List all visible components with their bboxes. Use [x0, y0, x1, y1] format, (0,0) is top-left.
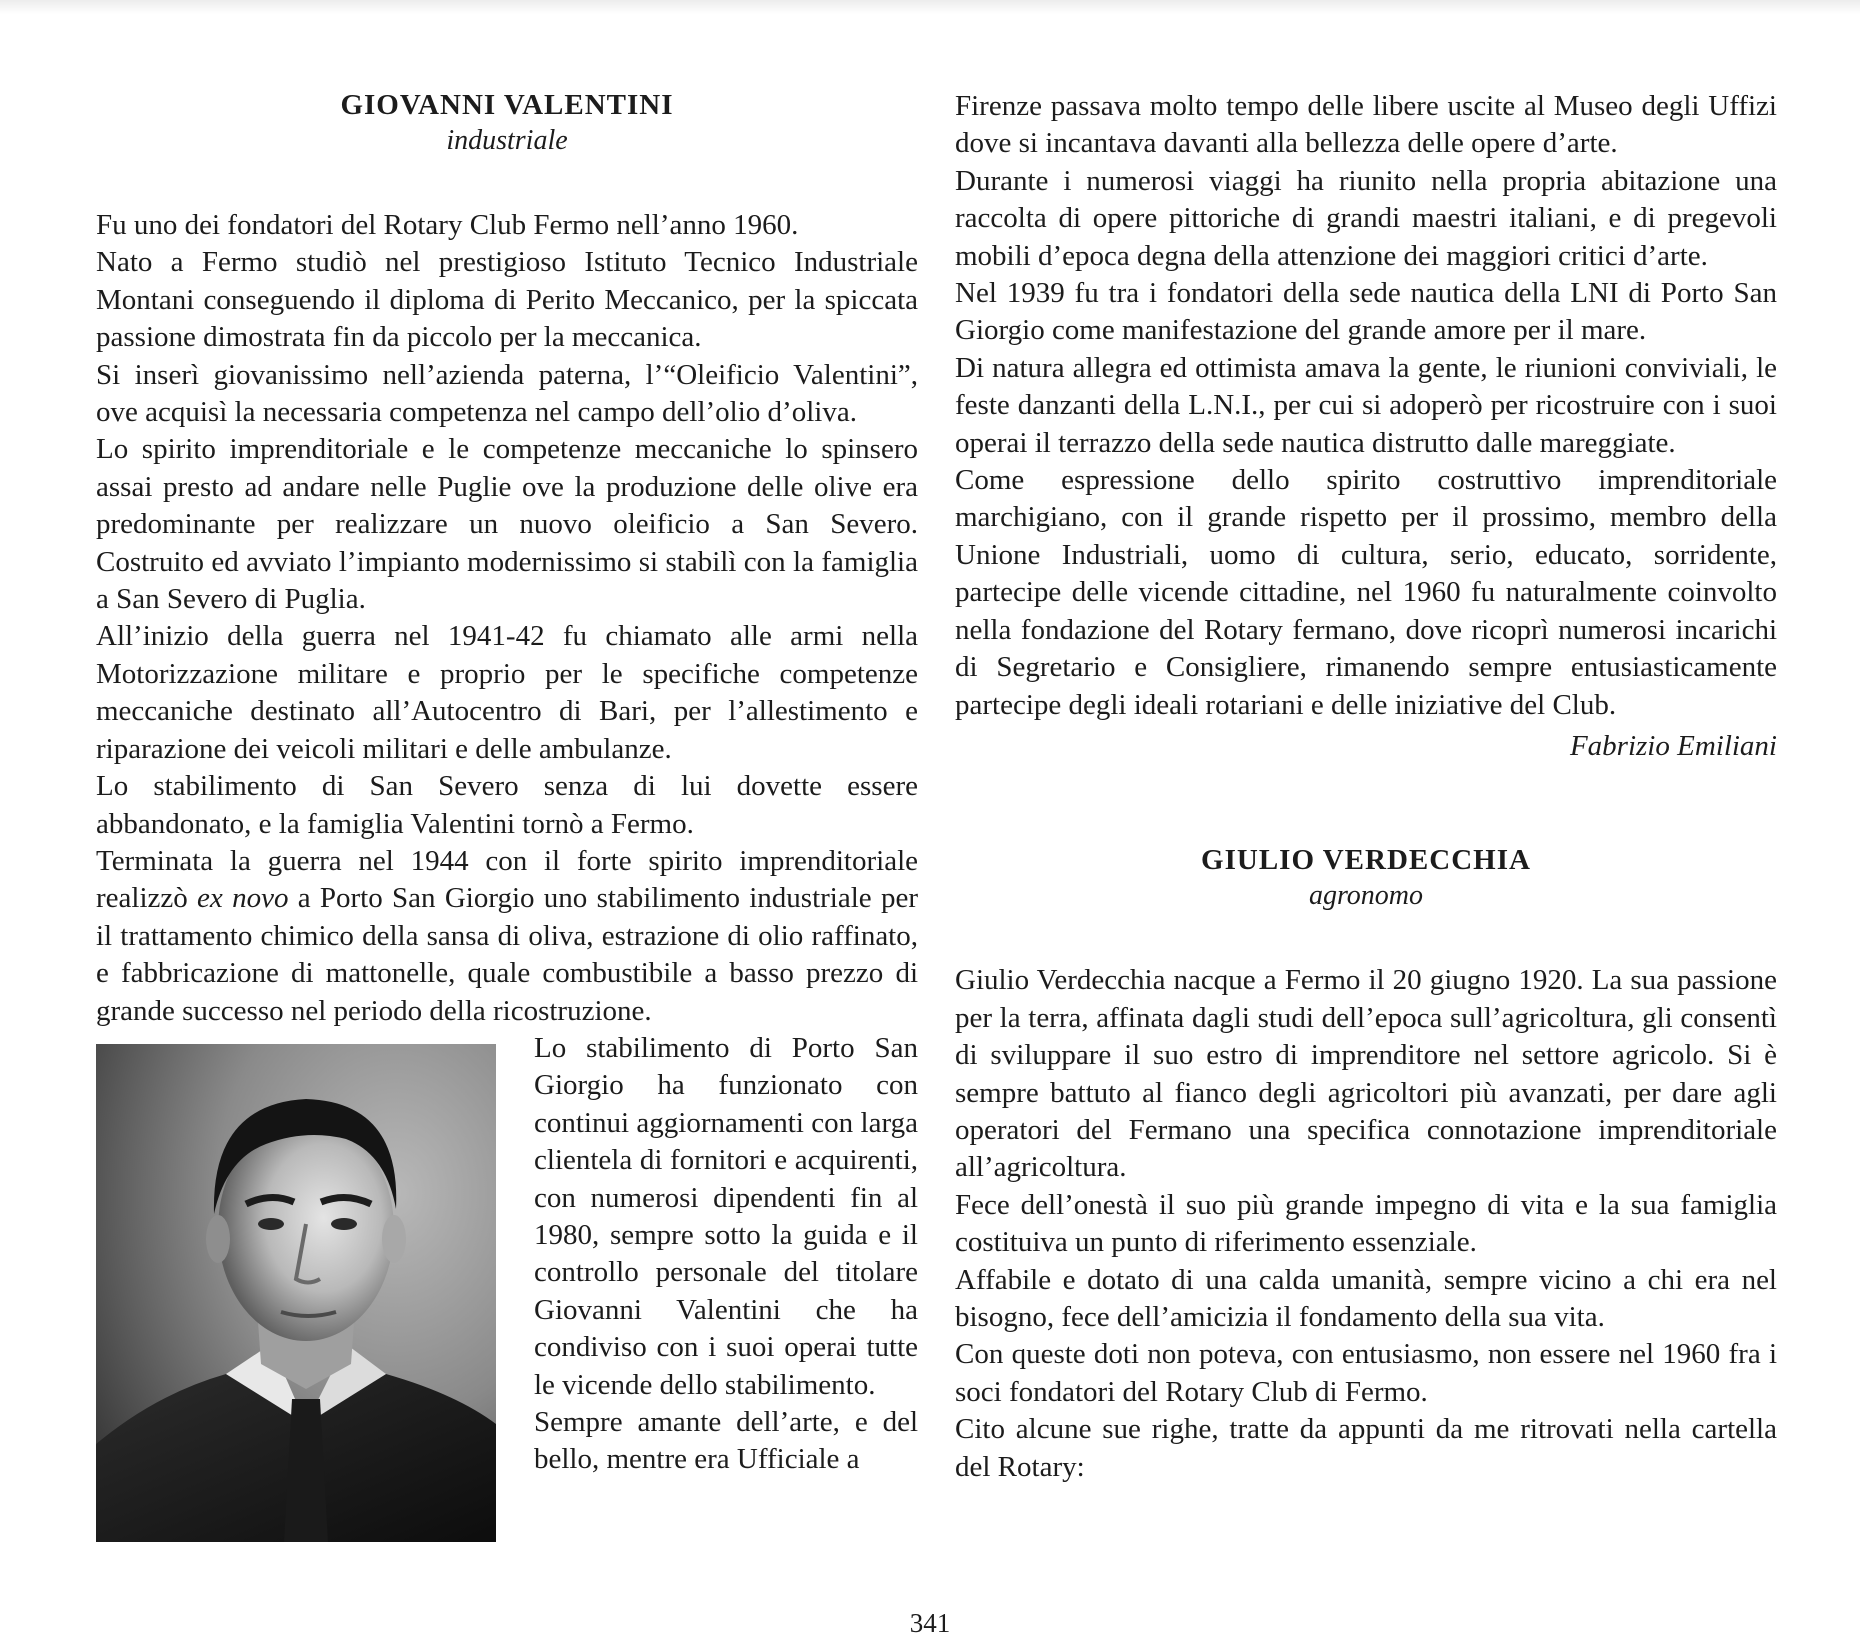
paragraph: Si inserì giovanissimo nell’azienda paterna, l’“Oleificio Valentini”, ove acquisì la necessaria competenza nel campo dell’olio d’oliva.	[96, 358, 918, 429]
article-author: Fabrizio Emiliani	[1569, 729, 1777, 762]
paragraph: Nato a Fermo studiò nel prestigioso Istituto Tecnico Industriale Montani conseguendo il diploma di Perito Meccanico, per la spiccata passione dimostrata fin da piccolo per la meccanica.	[96, 246, 918, 354]
paragraph: Lo stabilimento di San Severo senza di lui dovette essere abbandonato, e la famiglia Valentini tornò a Fermo.	[96, 770, 918, 840]
paragraph: Fu uno dei fondatori del Rotary Club Fermo nell’anno 1960.	[96, 209, 799, 241]
article-subtitle-verdecchia: agronomo	[1308, 880, 1424, 912]
paragraph-beside-photo: Lo stabilimento di Porto San Giorgio ha funzionato con continui aggiornamenti con larga clientela di fornitori e acquirenti, con numerosi dipendenti fin al 1980, sempre sotto la guida e il controllo personale del titolare Giovanni Valentini che ha condiviso con i suoi operai tutte le vicende dello stabilimento.	[534, 1031, 918, 1401]
text-italic-ex-novo: ex novo	[197, 882, 289, 915]
paragraph: Cito alcune sue righe, tratte da appunti da me ritrovati nella cartella del Rotary:	[955, 1413, 1777, 1483]
paragraph: Di natura allegra ed ottimista amava la gente, le riunioni conviviali, le feste danzanti della L.N.I., per cui si adoperò per ricostruire con i suoi operai il terrazzo della sede nautica distrutto dalle mareggiate.	[955, 351, 1777, 459]
article-title-valentini: GIOVANNI VALENTINI	[340, 89, 674, 121]
right-column	[955, 88, 1777, 1486]
paragraph: Fece dell’onestà il suo più grande impegno di vita e la sua famiglia costituiva un punto di riferimento essenziale.	[955, 1188, 1777, 1259]
paragraph: Come espressione dello spirito costruttivo imprenditoriale marchigiano, con il grande rispetto per il prossimo, membro della Unione Industriali, uomo di cultura, serio, educato, sorridente, partecipe delle vicende cittadine, nel 1960 fu naturalmente coinvolto nella fondazione del Rotary fermano, dove ricoprì numerosi incarichi di Segretario e Consigliere, rimanendo sempre entusiasticamente partecipe degli ideali rotariani e delle iniziative del Club.	[955, 464, 1777, 721]
article-title-verdecchia: GIULIO VERDECCHIA	[1201, 844, 1531, 877]
page-number: 341	[909, 1608, 951, 1638]
paragraph: All’inizio della guerra nel 1941-42 fu chiamato alle armi nella Motorizzazione militare e proprio per le specifiche competenze meccaniche destinato all’Autocentro di Bari, per l’allestimento e riparazione dei veicoli militari e delle ambulanze.	[96, 620, 918, 765]
portrait-photo	[96, 1044, 496, 1542]
paragraph-beside-photo: Sempre amante dell’arte, e del bello, mentre era Ufficiale a	[534, 1406, 918, 1476]
paragraph-ex-novo	[96, 843, 918, 1030]
paragraph: Affabile e dotato di una calda umanità, sempre vicino a chi era nel bisogno, fece dell’amicizia il fondamento della sua vita.	[955, 1263, 1777, 1333]
article-subtitle-valentini: industriale	[446, 125, 568, 156]
paragraph: Giulio Verdecchia nacque a Fermo il 20 giugno 1920. La sua passione per la terra, affinata dagli studi dell’epoca sull’agricoltura, gli consentì di sviluppare il suo estro di imprenditore nel settore agricolo. Si è sempre battuto al fianco degli agricoltori più avanzati, per dare agli operatori del Fermano una specifica connotazione imprenditoriale all’agricoltura.	[955, 964, 1777, 1184]
text-segment: Terminata la guerra nel 1944 con il forte spirito imprenditoriale realizzò	[96, 844, 918, 915]
paragraph: Firenze passava molto tempo delle libere uscite al Museo degli Uffizi dove si incantava davanti alla bellezza delle opere d’arte.	[955, 90, 1777, 160]
left-column	[96, 88, 918, 1548]
paragraph: Lo spirito imprenditoriale e le competenze meccaniche lo spinsero assai presto ad andare nelle Puglie ove la produzione delle olive era predominante per realizzare un nuovo oleificio a San Severo. Costruito ed avviato l’impianto modernissimo si stabilì con la famiglia a San Severo di Puglia.	[96, 433, 918, 616]
paragraph: Nel 1939 fu tra i fondatori della sede nautica della LNI di Porto San Giorgio come manifestazione del grande amore per il mare.	[955, 277, 1777, 347]
scan-edge-shadow	[0, 0, 1860, 14]
portrait-image	[96, 1044, 496, 1542]
paragraph: Con queste doti non poteva, con entusiasmo, non essere nel 1960 fra i soci fondatori del Rotary Club di Fermo.	[955, 1338, 1777, 1408]
text-segment: a Porto San Giorgio uno stabilimento industriale per il trattamento chimico della sansa di oliva, estrazione di olio raffinato, e fabbricazione di mattonelle, quale combustibile a basso prezzo di grande successo nel periodo della ricostruzione.	[96, 882, 918, 1027]
paragraph: Durante i numerosi viaggi ha riunito nella propria abitazione una raccolta di opere pittoriche di grandi maestri italiani, e di pregevoli mobili d’epoca degna della attenzione dei maggiori critici d’arte.	[955, 164, 1777, 272]
